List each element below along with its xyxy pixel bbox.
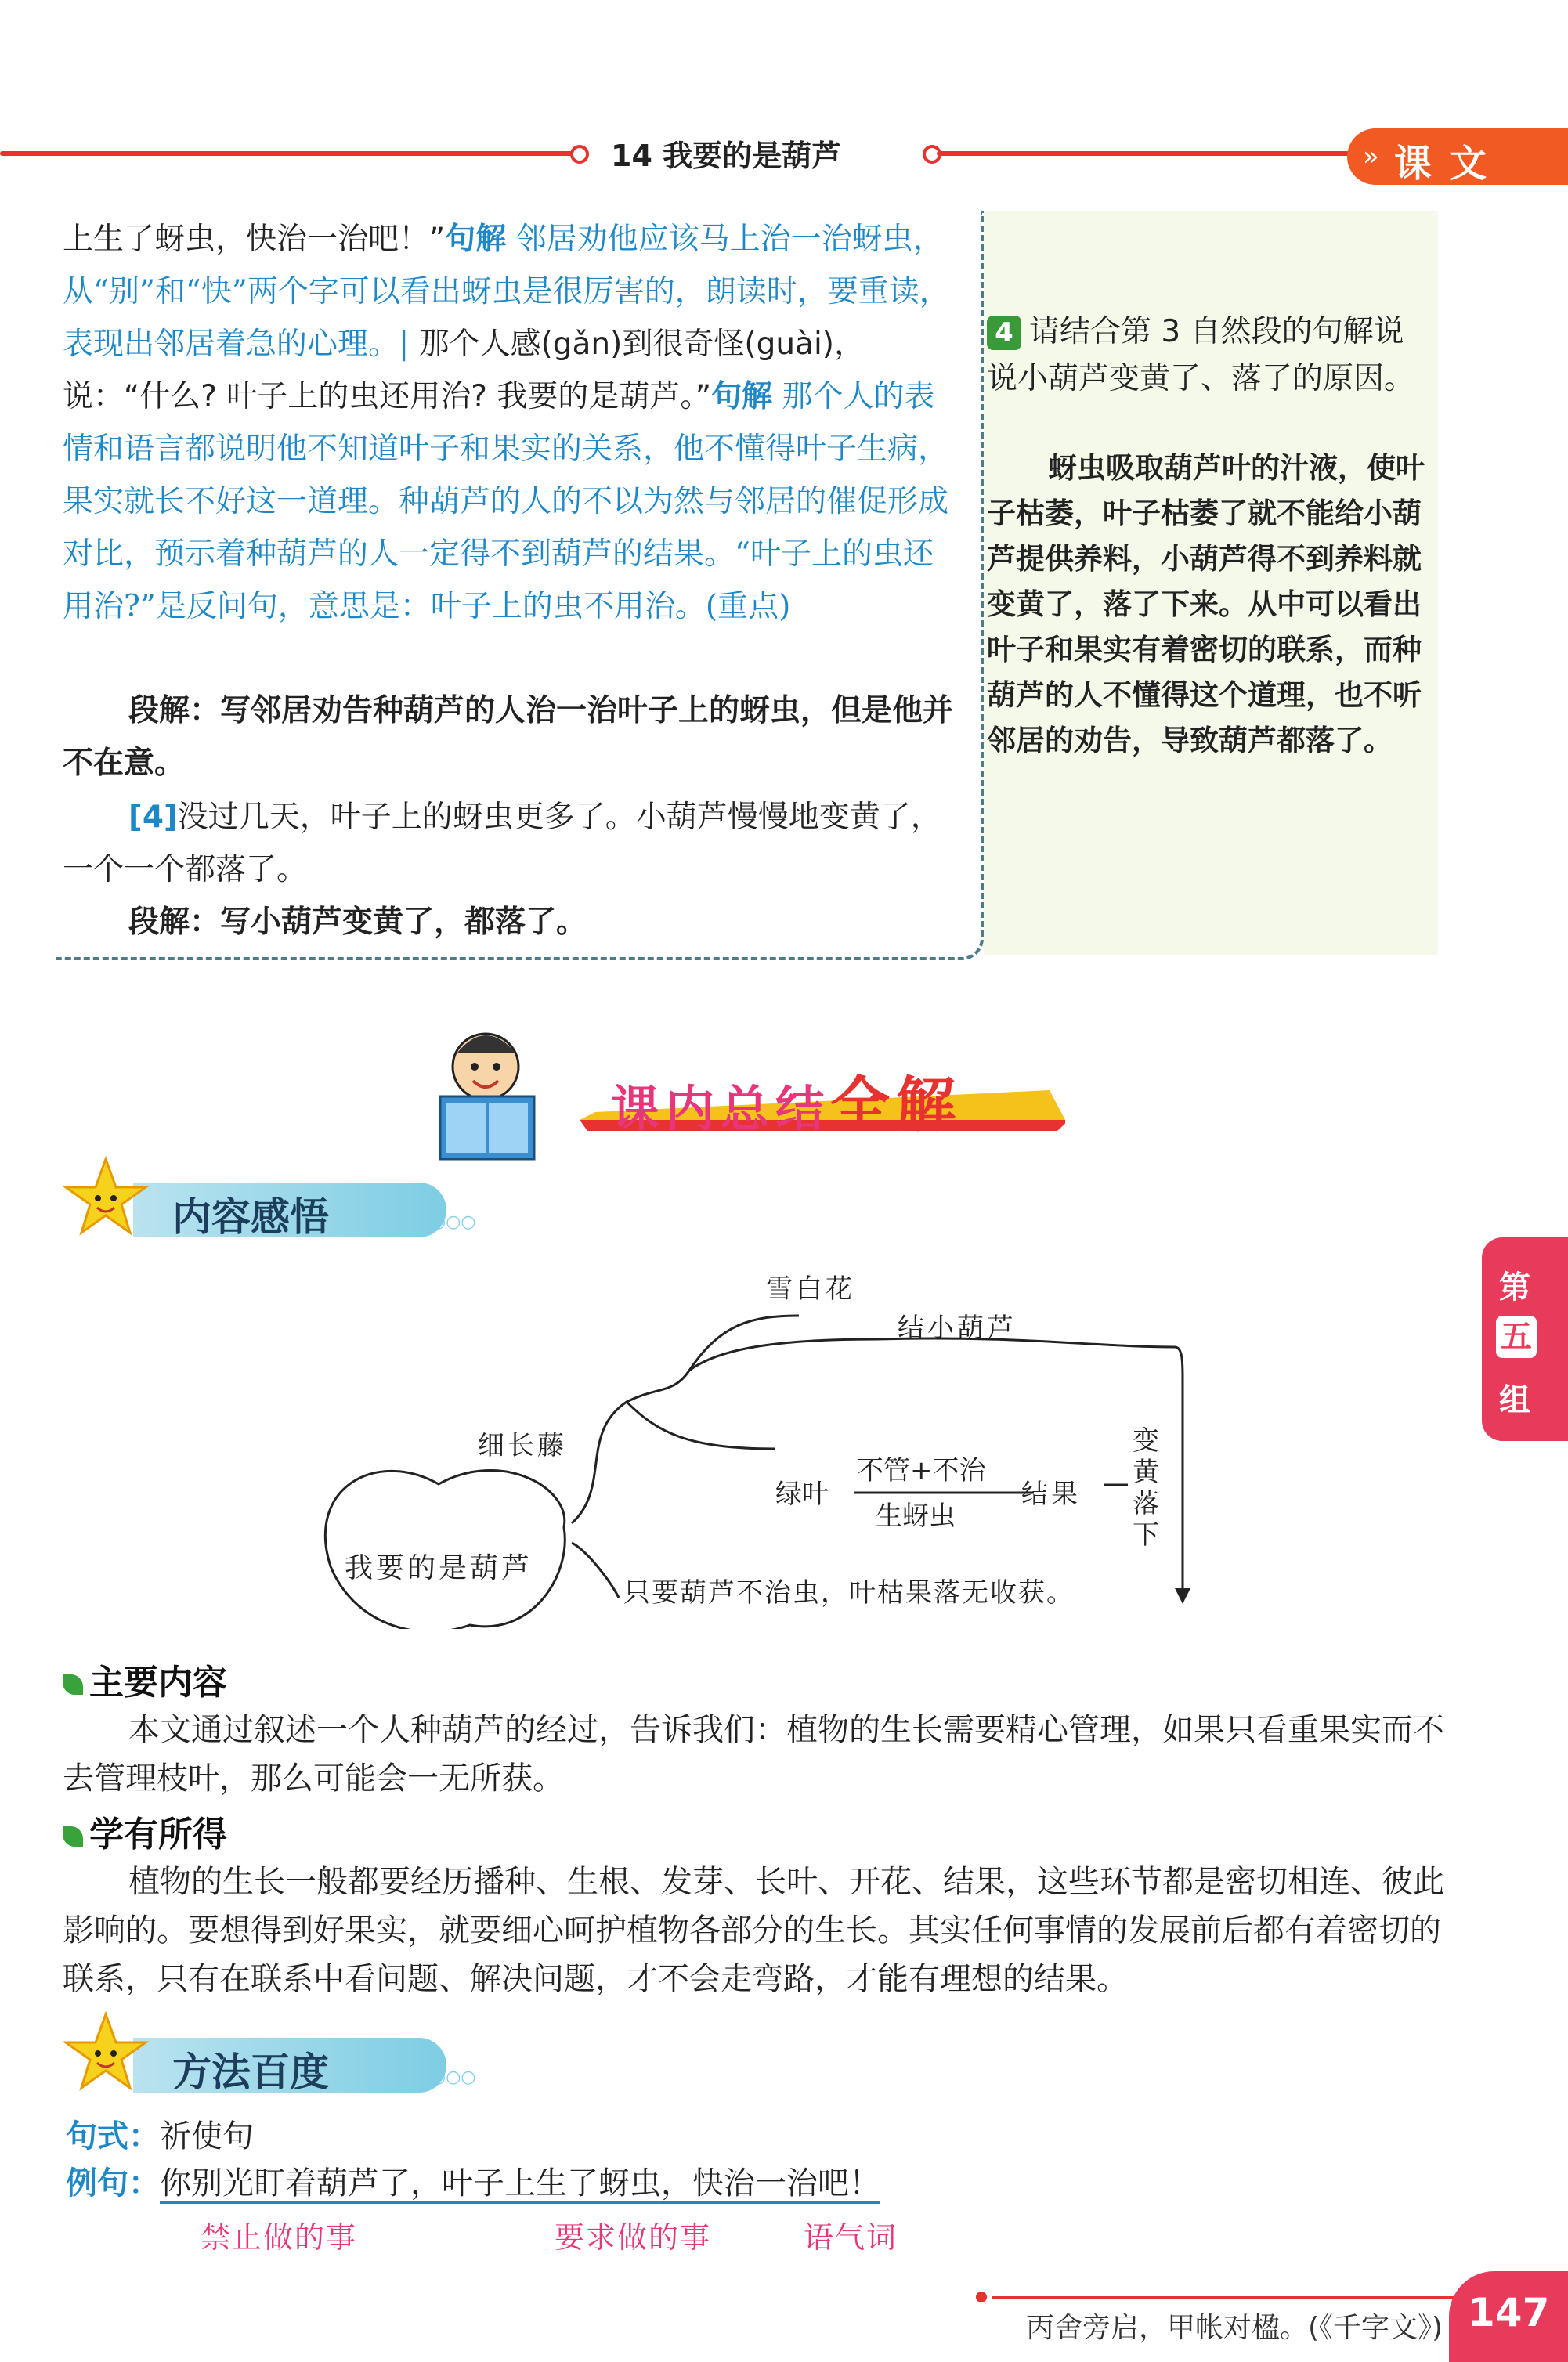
example-part3: 吧！ xyxy=(818,2165,880,2204)
mindmap-jiexiaohulu: 结小葫芦 xyxy=(898,1313,1017,1344)
mindmap-xuebaihua: 雪白花 xyxy=(766,1273,855,1305)
sentence-type-label: 句式： xyxy=(66,2118,160,2154)
question xyxy=(987,309,1433,403)
para-text: 那个人感(gǎn)到很奇怪(guài)，说：“什么? 叶子上的虫还用治? 我要的是葫芦。” xyxy=(63,327,865,414)
banner-title xyxy=(611,1057,962,1143)
page-number: 147 xyxy=(1468,2290,1550,2335)
example-sentence xyxy=(66,2158,880,2203)
footer-rule xyxy=(992,2296,1454,2299)
question-number: 4 xyxy=(987,316,1021,350)
double-chevron-icon: » xyxy=(1363,141,1379,172)
jujie-text: 那个人的表情和语言都说明他不知道叶子和果实的关系，他不懂得叶子生病，果实就长不好这一道理。种葫芦的人的不以为然与邻居的催促形成对比，预示着种葫芦的人一定得不到葫芦的结果。“叶子上的虫还用治?”是反问句，意思是：叶子上的虫不用治。(重点) xyxy=(63,379,949,624)
sentence-type-value: 祈使句 xyxy=(160,2118,254,2154)
example-label: 例句： xyxy=(66,2165,160,2201)
separator: | xyxy=(399,327,410,362)
example-part2: 叶子上生了蚜虫，快治一治 xyxy=(442,2165,818,2204)
note-modal: 语气词 xyxy=(804,2220,898,2255)
summary-banner xyxy=(439,1018,1065,1175)
leaf-icon xyxy=(63,1826,83,1847)
mindmap-numerator: 不管+不治 xyxy=(857,1455,986,1486)
heading-text: 主要内容 xyxy=(89,1663,227,1703)
para-number: [4] xyxy=(128,800,178,835)
paragraph-3-annotated xyxy=(63,213,956,683)
question-text: 请结合第 3 自然段的句解说说小葫芦变黄了、落了的原因。 xyxy=(987,314,1415,396)
duanjie-2: 段解：写小葫芦变黄了，都落了。 xyxy=(128,905,587,940)
unit-side-tab xyxy=(1482,1237,1568,1441)
answer-text: 蚜虫吸取葫芦叶的汁液，使叶子枯萎，叶子枯萎了就不能给小葫芦提供养料，小葫芦得不到养料就变黄了，落了下来。从中可以看出叶子和果实有着密切的联系，而种葫芦的人不懂得这个道理，也不听邻居的劝告，导致葫芦都落了。 xyxy=(987,450,1425,757)
learned-text: 植物的生长一般都要经历播种、生根、发芽、长叶、开花、结果，这些环节都是密切相连、彼此影响的。要想得到好果实，就要细心呵护植物各部分的生长。其实任何事情的发展前后都有着密切的联系，只有在联系中看问题、解决问题，才不会走弯路，才能有理想的结果。 xyxy=(63,1864,1444,1997)
footer-dot xyxy=(976,2292,987,2302)
mindmap-conclusion: 只要葫芦不治虫，叶枯果落无收获。 xyxy=(623,1577,1075,1609)
banner-title-normal: 课内总结 xyxy=(611,1080,831,1137)
example-part1: 你别光盯着葫芦了， xyxy=(160,2165,442,2204)
section-tab-label: 课文 xyxy=(1394,142,1505,186)
jujie-label: 句解 xyxy=(711,379,773,414)
para-text: 没过几天，叶子上的蚜虫更多了。小葫芦慢慢地变黄了，一个一个都落了。 xyxy=(63,800,941,887)
mindmap-xirateng: 细长藤 xyxy=(478,1430,567,1461)
dots-decoration: ○○○ xyxy=(431,1212,476,1232)
star-icon xyxy=(63,1154,149,1241)
page-number-badge xyxy=(1449,2271,1568,2362)
jujie-label: 句解 xyxy=(445,222,507,257)
star-icon xyxy=(63,2010,149,2096)
section-tab-kewen xyxy=(1347,128,1568,185)
mindmap-lvye: 绿叶 xyxy=(775,1479,829,1510)
section-title: 方法百度 xyxy=(172,2050,329,2095)
header-rule-left xyxy=(0,151,580,156)
note-request: 要求做的事 xyxy=(555,2220,712,2255)
mindmap-jieguo: 结果 xyxy=(1021,1479,1081,1510)
banner-title-bold: 全解 xyxy=(830,1070,963,1139)
paragraph-4 xyxy=(63,791,956,896)
heading-text: 学有所得 xyxy=(89,1815,227,1855)
section-fangfa-baidu xyxy=(63,2030,501,2093)
side-tab-bottom: 组 xyxy=(1499,1382,1530,1418)
side-tab-mid: 五 xyxy=(1496,1316,1537,1358)
header-dot-left xyxy=(570,145,589,164)
lesson-title: 14 我要的是葫芦 xyxy=(611,139,842,173)
leaf-icon xyxy=(63,1674,83,1695)
mindmap-denominator: 生蚜虫 xyxy=(876,1501,956,1532)
section-neirong-ganwu xyxy=(63,1175,501,1240)
duanjie-1: 段解：写邻居劝告种葫芦的人治一治叶子上的蚜虫，但是他并不在意。 xyxy=(63,693,954,781)
side-tab-top: 第 xyxy=(1499,1269,1530,1306)
dots-decoration: ○○○ xyxy=(431,2068,476,2087)
note-prohibit: 禁止做的事 xyxy=(201,2220,358,2255)
learned-heading xyxy=(63,1806,227,1856)
footer-quote: 丙舍旁启，甲帐对楹。(《千字文》) xyxy=(1026,2312,1443,2344)
sentence-type xyxy=(66,2111,254,2156)
jujie-text: 邻居劝他应该马上治一治蚜虫，从“别”和“快”两个字可以看出蚜虫是很厉害的，朗读时，要重读，表现出邻居着急的心理。 xyxy=(63,222,950,362)
header-rule-right xyxy=(937,151,1360,156)
main-content-text: 本文通过叙述一个人种葫芦的经过，告诉我们：植物的生长需要精心管理，如果只看重果实而不去管理枝叶，那么可能会一无所获。 xyxy=(63,1712,1444,1797)
mindmap-gourd-label: 我要的是葫芦 xyxy=(345,1552,533,1584)
mindmap-bianhuang: 变黄落下 xyxy=(1133,1425,1159,1551)
para-text: 上生了蚜虫，快治一治吧！” xyxy=(63,222,446,257)
section-title: 内容感悟 xyxy=(172,1194,329,1240)
main-content-heading xyxy=(63,1654,227,1704)
